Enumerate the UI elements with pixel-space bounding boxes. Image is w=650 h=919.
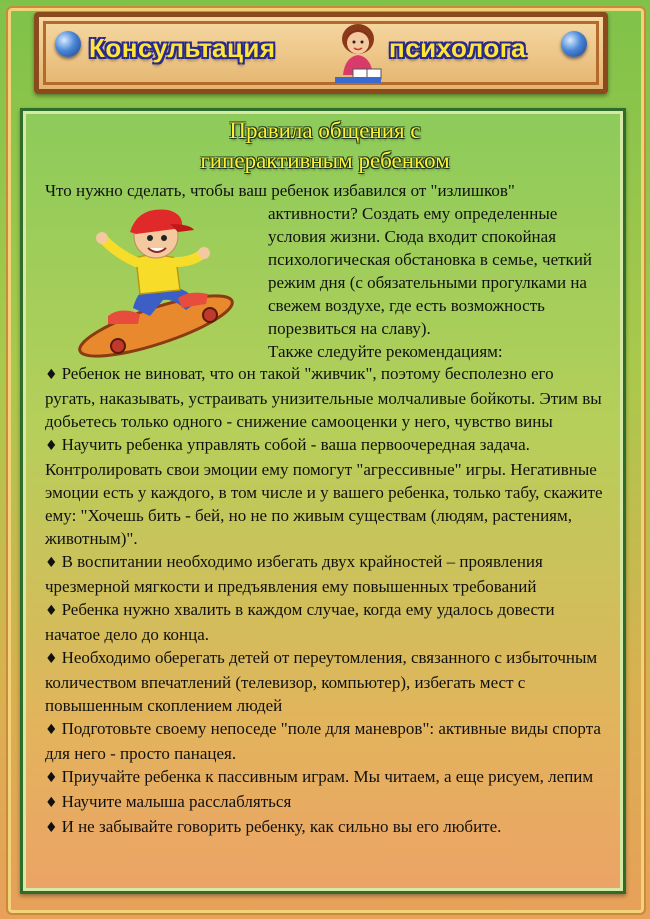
page-title-line-2: гиперактивным ребенком bbox=[200, 148, 450, 173]
header-banner bbox=[34, 12, 608, 94]
diamond-bullet-icon: ♦ bbox=[45, 770, 58, 786]
diamond-bullet-icon: ♦ bbox=[45, 651, 58, 667]
list-item bbox=[45, 790, 605, 815]
diamond-bullet-icon: ♦ bbox=[45, 555, 58, 571]
list-item bbox=[45, 815, 605, 840]
list-item-text: Научите малыша расслабляться bbox=[61, 792, 292, 811]
list-item-text: Научить ребенка управлять собой - ваша первоочередная задача. Контролировать свои эмоции ему помогут "агрессивные" игры. Негативные эмоции есть у каждого, в том числе и у вашего ребенка, только табу, скажите ему: "Хочешь бить - бей, но не по живым существам (людям, растениям, животным)". bbox=[45, 435, 603, 548]
recommendations-list bbox=[45, 362, 605, 840]
list-item bbox=[45, 765, 605, 790]
teacher-illustration-icon bbox=[323, 17, 393, 89]
list-item bbox=[45, 362, 605, 433]
page-title-line-1: Правила общения с bbox=[229, 118, 421, 143]
list-item bbox=[45, 717, 605, 765]
pin-icon bbox=[561, 31, 587, 57]
list-item-text: Приучайте ребенка к пассивным играм. Мы читаем, а еще рисуем, лепим bbox=[61, 767, 594, 786]
list-item-text: Подготовьте своему непоседе "поле для маневров": активные виды спорта для него - просто панацея. bbox=[45, 719, 601, 763]
skateboard-boy-illustration-icon bbox=[78, 198, 238, 358]
list-item bbox=[45, 646, 605, 717]
intro-paragraph: активности? Создать ему определенные условия жизни. Сюда входит спокойная психологическая обстановка в семье, четкий режим дня (с обязательными прогулками на свежем воздухе, где есть возможность порезвиться на славу). bbox=[268, 204, 593, 338]
list-item bbox=[45, 433, 605, 550]
list-item-text: И не забывайте говорить ребенку, как сильно вы его любите. bbox=[61, 817, 502, 836]
list-item bbox=[45, 598, 605, 646]
intro-first-line: Что нужно сделать, чтобы ваш ребенок избавился от "излишков" bbox=[45, 181, 515, 200]
list-item-text: Необходимо оберегать детей от переутомления, связанного с избыточным количеством впечатлений (телевизор, компьютер), избегать мест с повышенным скоплением людей bbox=[45, 648, 598, 715]
diamond-bullet-icon: ♦ bbox=[45, 722, 58, 738]
list-item bbox=[45, 550, 605, 598]
list-item-text: Ребенок не виноват, что он такой "живчик", поэтому бесполезно его ругать, наказывать, устраивать унизительные молчаливые бойкоты. Этим вы добьетесь только одного - снижение самооценки у него, чувство вины bbox=[45, 364, 602, 431]
diamond-bullet-icon: ♦ bbox=[45, 603, 58, 619]
diamond-bullet-icon: ♦ bbox=[45, 795, 58, 811]
pin-icon bbox=[55, 31, 81, 57]
diamond-bullet-icon: ♦ bbox=[45, 438, 58, 454]
banner-title-right: психолога bbox=[389, 33, 527, 63]
recommendations-intro: Также следуйте рекомендациям: bbox=[268, 342, 503, 361]
banner-title-left: Консультация bbox=[89, 33, 276, 63]
list-item-text: Ребенка нужно хвалить в каждом случае, когда ему удалось довести начатое дело до конца. bbox=[45, 600, 555, 644]
list-item-text: В воспитании необходимо избегать двух крайностей – проявления чрезмерной мягкости и предъявления ему повышенных требований bbox=[45, 552, 543, 596]
diamond-bullet-icon: ♦ bbox=[45, 367, 58, 383]
diamond-bullet-icon: ♦ bbox=[45, 820, 58, 836]
